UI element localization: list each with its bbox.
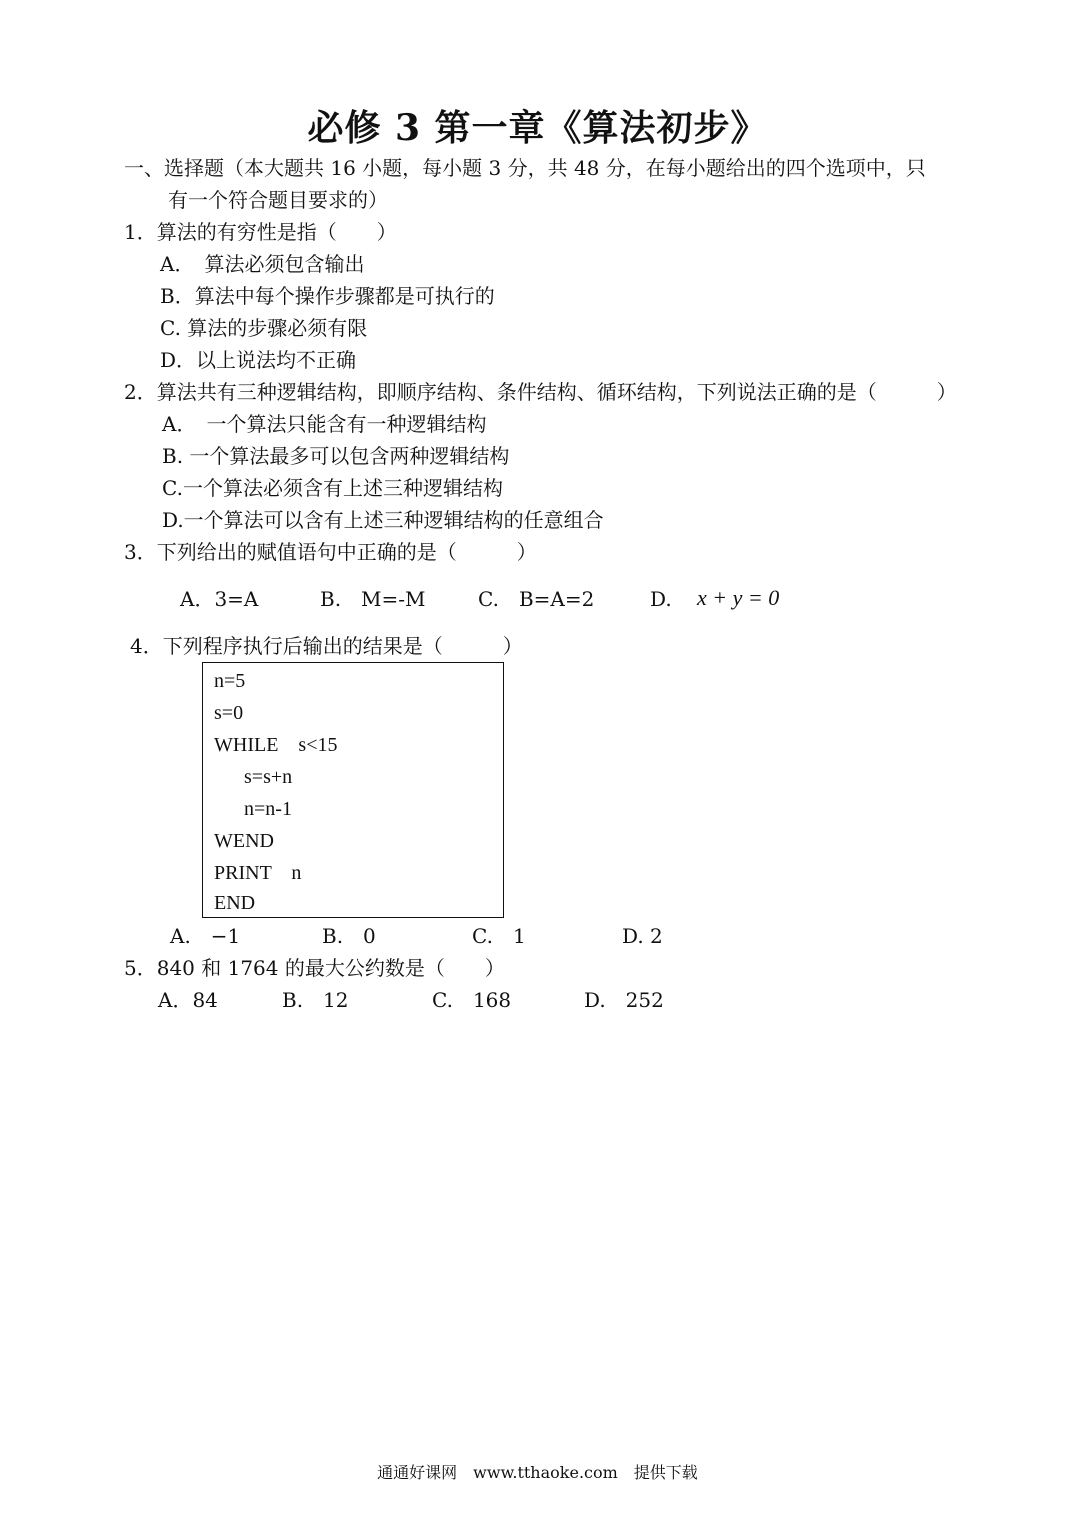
q3-option-b: B. M=-M — [320, 587, 426, 611]
q5-option-b: B. 12 — [282, 988, 349, 1012]
q1-option-a: A． 算法必须包含输出 — [160, 252, 365, 276]
page-title: 必修 3 第一章《算法初步》 — [307, 107, 768, 149]
q3-option-c: C. B=A=2 — [478, 587, 595, 611]
q5-stem: 5．840 和 1764 的最大公约数是（ ） — [124, 956, 505, 980]
q4-option-b: B. 0 — [322, 924, 376, 948]
q2-stem: 2．算法共有三种逻辑结构，即顺序结构、条件结构、循环结构，下列说法正确的是（ ） — [124, 380, 957, 404]
q4-option-a: A. −1 — [170, 924, 241, 948]
q4-option-d: D. 2 — [622, 924, 663, 948]
q1-stem: 1．算法的有穷性是指（ ） — [124, 220, 397, 244]
q2-option-d: D.一个算法可以含有上述三种逻辑结构的任意组合 — [162, 508, 604, 532]
code-line: s=s+n — [214, 766, 293, 788]
q2-option-c: C.一个算法必须含有上述三种逻辑结构 — [162, 476, 503, 500]
code-line: n=5 — [214, 670, 246, 692]
q3-option-d-expression: x + y = 0 — [697, 585, 780, 610]
q1-option-b: B．算法中每个操作步骤都是可执行的 — [160, 284, 495, 308]
q3-stem: 3．下列给出的赋值语句中正确的是（ ） — [124, 540, 537, 564]
q3-option-a: A．3=A — [180, 587, 259, 611]
q5-option-d: D. 252 — [584, 988, 664, 1012]
q4-stem: 4．下列程序执行后输出的结果是（ ） — [130, 634, 523, 658]
code-line: n=n-1 — [214, 798, 292, 820]
section-header-line2: 有一个符合题目要求的） — [168, 188, 388, 212]
q3-option-d-label: D. — [650, 587, 672, 611]
q1-option-d: D．以上说法均不正确 — [160, 348, 357, 372]
section-header-line1: 一、选择题（本大题共 16 小题，每小题 3 分，共 48 分，在每小题给出的四个选项中，只 — [124, 156, 926, 180]
code-line: END — [214, 892, 256, 914]
code-line: s=0 — [214, 702, 244, 724]
code-line: PRINT n — [214, 862, 302, 884]
program-code-box — [202, 662, 504, 918]
q2-option-b: B. 一个算法最多可以包含两种逻辑结构 — [162, 444, 510, 468]
q2-option-a: A． 一个算法只能含有一种逻辑结构 — [162, 412, 487, 436]
code-line: WHILE s<15 — [214, 734, 338, 756]
q4-option-c: C. 1 — [472, 924, 526, 948]
q5-option-a: A．84 — [158, 988, 218, 1012]
q5-option-c: C. 168 — [432, 988, 512, 1012]
page-footer: 通通好课网 www.tthaoke.com 提供下载 — [377, 1463, 698, 1482]
code-line: WEND — [214, 830, 274, 852]
q1-option-c: C. 算法的步骤必须有限 — [160, 316, 368, 340]
